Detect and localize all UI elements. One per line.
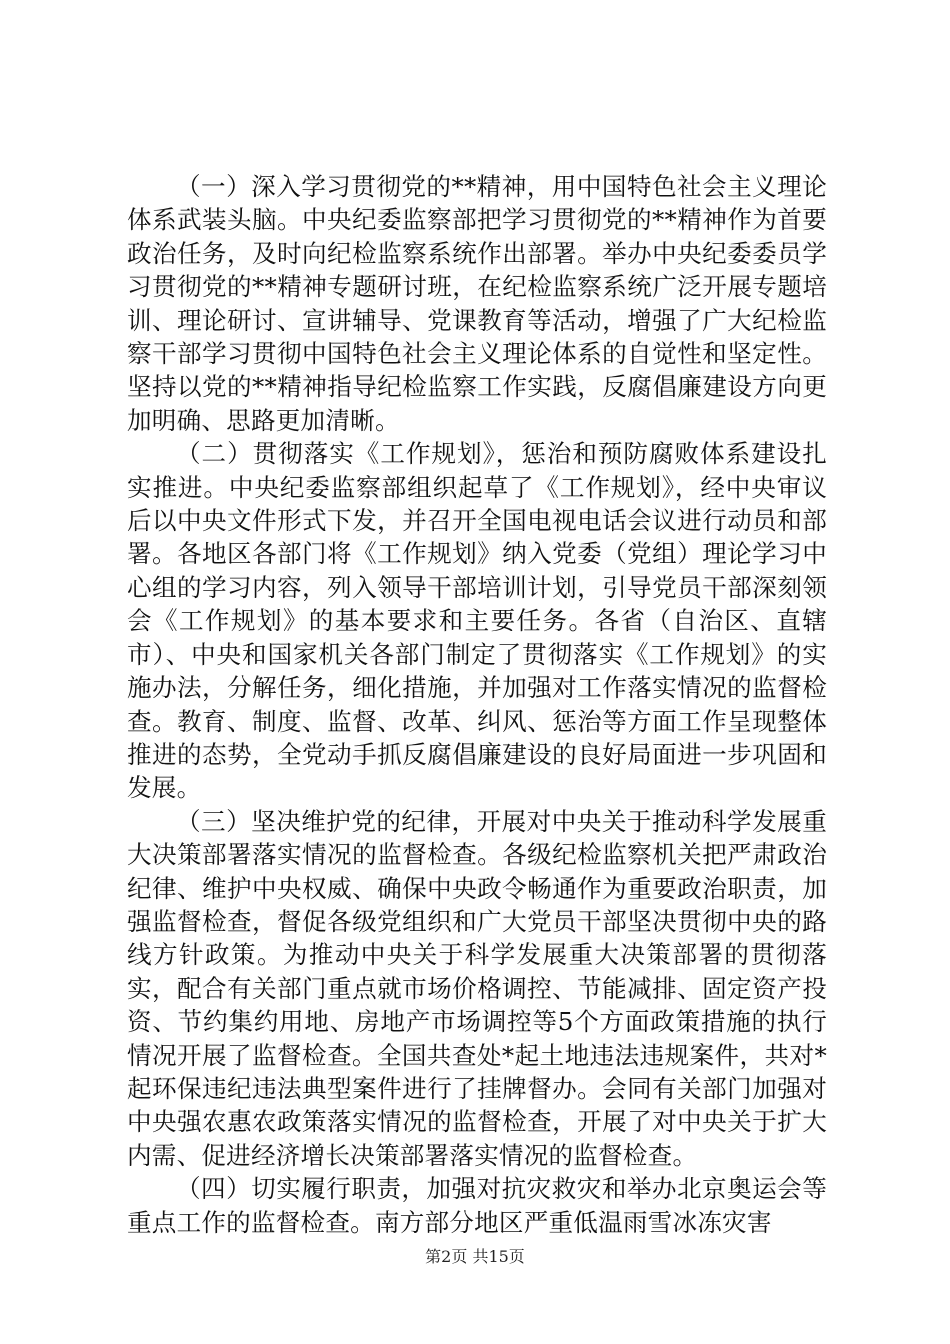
paragraph-1: （一）深入学习贯彻党的**精神，用中国特色社会主义理论体系武装头脑。中央纪委监察部把学习贯彻党的**精神作为首要政治任务，及时向纪检监察系统作出部署。举办中央纪委委员学习贯彻党的**精神专题研讨班，在纪检监察系统广泛开展专题培训、理论研讨、宣讲辅导、党课教育等活动，增强了广大纪检监察干部学习贯彻中国特色社会主义理论体系的自觉性和坚定性。坚持以党的**精神指导纪检监察工作实践，反腐倡廉建设方向更加明确、思路更加清晰。	[127, 172, 827, 435]
paragraph-3: （三）坚决维护党的纪律，开展对中央关于推动科学发展重大决策部署落实情况的监督检查。各级纪检监察机关把严肃政治纪律、维护中央权威、确保中央政令畅通作为重要政治职责，加强监督检查，督促各级党组织和广大党员干部坚决贯彻中央的路线方针政策。为推动中央关于科学发展重大决策部署的贯彻落实，配合有关部门重点就市场价格调控、节能减排、固定资产投资、节约集约用地、房地产市场调控等5个方面政策措施的执行情况开展了监督检查。全国共查处*起土地违法违规案件，共对*起环保违纪违法典型案件进行了挂牌督办。会同有关部门加强对中央强农惠农政策落实情况的监督检查，开展了对中央关于扩大内需、促进经济增长决策部署落实情况的监督检查。	[127, 806, 827, 1170]
paragraph-4: （四）切实履行职责，加强对抗灾救灾和举办北京奥运会等重点工作的监督检查。南方部分地区严重低温雨雪冰冻灾害	[127, 1174, 827, 1237]
document-body	[127, 170, 827, 1239]
page-number-footer: 第2页 共15页	[425, 1247, 525, 1266]
paragraph-2: （二）贯彻落实《工作规划》，惩治和预防腐败体系建设扎实推进。中央纪委监察部组织起草了《工作规划》，经中央审议后以中央文件形式下发，并召开全国电视电话会议进行动员和部署。各地区各部门将《工作规划》纳入党委（党组）理论学习中心组的学习内容，列入领导干部培训计划，引导党员干部深刻领会《工作规划》的基本要求和主要任务。各省（自治区、直辖市）、中央和国家机关各部门制定了贯彻落实《工作规划》的实施办法，分解任务，细化措施，并加强对工作落实情况的监督检查。教育、制度、监督、改革、纠风、惩治等方面工作呈现整体推进的态势，全党动手抓反腐倡廉建设的良好局面进一步巩固和发展。	[127, 439, 827, 803]
